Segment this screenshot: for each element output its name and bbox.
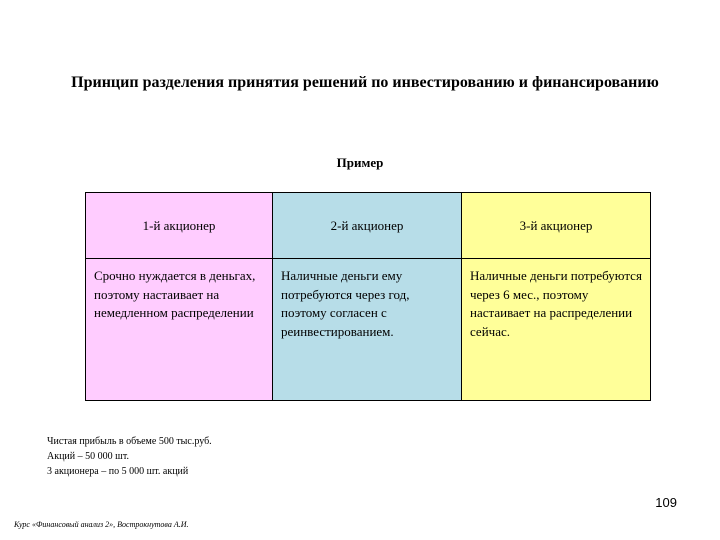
note-shareholders: 3 акционера – по 5 000 шт. акций (47, 466, 189, 477)
shareholder-2-text: Наличные деньги ему потребуются через год, поэтому согласен с реинвестированием. (273, 259, 462, 400)
note-profit: Чистая прибыль в объеме 500 тыс.руб. (47, 436, 212, 447)
header-shareholder-2: 2-й акционер (273, 193, 462, 259)
note-shares: Акций – 50 000 шт. (47, 451, 129, 462)
shareholder-1-text: Срочно нуждается в деньгах, поэтому настаивает на немедленном распределении (86, 259, 273, 400)
slide-title: Принцип разделения принятия решений по инвестированию и финансированию (71, 74, 659, 91)
header-shareholder-1: 1-й акционер (86, 193, 273, 259)
header-shareholder-3: 3-й акционер (462, 193, 650, 259)
example-label: Пример (336, 155, 384, 170)
page-number: 109 (655, 495, 677, 510)
shareholders-table (85, 192, 651, 401)
footer-course: Курс «Финансовый анализ 2», Вострокнутова А.И. (14, 520, 189, 529)
conditions-note (47, 434, 212, 479)
shareholder-3-text: Наличные деньги потребуются через 6 мес., поэтому настаивает на распределении сейчас. (462, 259, 650, 400)
